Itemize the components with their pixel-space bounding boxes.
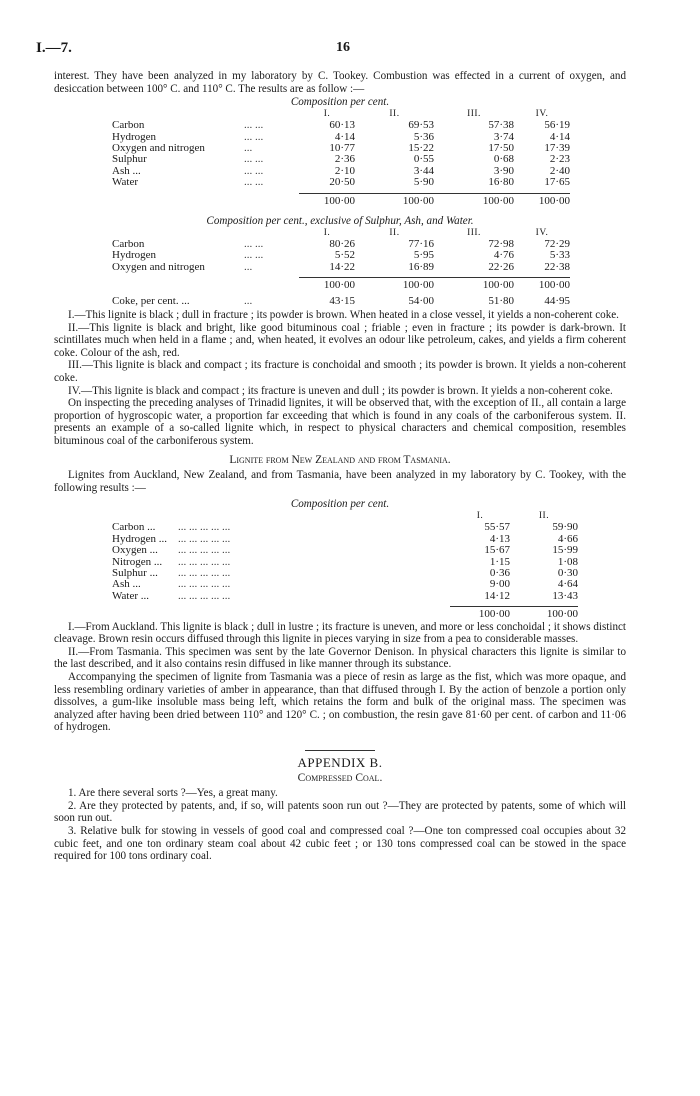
table3-row-label: Ash ... <box>112 578 141 591</box>
table3-total: 100·00 <box>450 607 510 621</box>
table1-row-label: Sulphur <box>112 153 147 166</box>
table2-cell: 5·95 <box>413 249 434 262</box>
note-lignite-iii: III.—This lignite is black and compact ; its fracture is conchoidal and smooth ; its powder is brown. It yields a non-coherent coke. <box>54 359 626 385</box>
table3-cell: 9·00 <box>489 578 510 591</box>
table3-cell: 15·67 <box>484 544 510 557</box>
table2-row-label: Hydrogen <box>112 249 156 262</box>
table1-cell: 0·68 <box>493 153 514 166</box>
resin-paragraph: Accompanying the specimen of lignite from Tasmania was a piece of resin as large as the fist, which was more opaque, and less resembling ordinary varieties of amber in appearance, than that diffused through I. By the action of benzole a portion only dissolves, a gum-like insoluble mass being left, which retains the form and bulk of the original mass. The specimen was analyzed after having been dried between 110° and 120° C. ; on combustion, the resin gave 81·60 per cent. of carbon and 11·06 of hydrogen. <box>54 671 626 734</box>
table2-total: 100·00 <box>514 278 570 292</box>
table3-cell: 55·57 <box>484 521 510 534</box>
table3-cell: 4·66 <box>557 532 578 545</box>
lignite-notes <box>54 309 626 448</box>
table2-caption: Composition per cent., exclusive of Sulphur, Ash, and Water. <box>206 215 474 228</box>
coke-value: 44·95 <box>544 294 570 307</box>
table1-cell: 2·40 <box>549 164 570 177</box>
table1-total: 100·00 <box>434 193 514 207</box>
table1-col-header: IV. <box>535 108 549 119</box>
table1-row-dots: ... <box>244 142 253 154</box>
table-row <box>112 591 578 602</box>
table2-cell: 22·26 <box>488 260 514 273</box>
table3-cell: 0·36 <box>489 567 510 579</box>
table3-cell: 15·99 <box>552 544 578 557</box>
table3-row-dots: ... ... ... ... ... <box>178 578 231 591</box>
table1-row-label: Ash ... <box>112 164 141 177</box>
table3-row-label: Nitrogen ... <box>112 555 163 568</box>
section-heading: Lignite from New Zealand and from Tasmania. <box>229 453 451 466</box>
table2-cell: 72·29 <box>544 238 570 251</box>
table1-total: 100·00 <box>514 193 570 207</box>
table1-cell: 4·14 <box>549 130 570 143</box>
table3-row-dots: ... ... ... ... ... <box>178 555 231 568</box>
note-lignite-iv: IV.—This lignite is black and compact ; its fracture is uneven and dull ; its powder is brown. It yields a non-coherent coke. <box>68 384 613 397</box>
table2-col-header: I. <box>323 227 331 238</box>
appendix-item: 3. Relative bulk for stowing in vessels of good coal and compressed coal ?—One ton compressed coal occupies about 32 cubic feet, and one ton ordinary steam coal about 42 cubic feet ; or 130 tons compressed coal can be stowed in the space required for 100 tons ordinary coal. <box>54 824 626 863</box>
document-reference: I.—7. <box>36 40 72 56</box>
table1-cell: 15·22 <box>408 142 434 154</box>
table1-cell: 2·10 <box>334 164 355 177</box>
table1-cell: 69·53 <box>408 119 434 132</box>
table2-total: 100·00 <box>434 278 514 292</box>
table3-totals-row <box>112 607 578 621</box>
table1-cell: 56·19 <box>544 119 570 132</box>
table1-total: 100·00 <box>355 193 434 207</box>
table3-caption: Composition per cent. <box>290 498 390 511</box>
table3-row-dots: ... ... ... ... ... <box>178 589 231 602</box>
table3-row-dots: ... ... ... ... ... <box>178 567 231 579</box>
appendix-title: APPENDIX B. <box>297 754 383 770</box>
table3-row-dots: ... ... ... ... ... <box>178 521 231 534</box>
table3-row-label: Hydrogen ... <box>112 532 167 545</box>
table3-col-header: I. <box>476 510 484 521</box>
table3-composition <box>112 511 578 621</box>
table3-cell: 59·90 <box>552 521 578 534</box>
table2-row-dots: ... <box>244 260 253 273</box>
table2-row-label: Oxygen and nitrogen <box>112 260 205 273</box>
table1-cell: 5·90 <box>413 176 434 189</box>
table3-total: 100·00 <box>510 607 578 621</box>
table1-col-header: III. <box>467 108 481 119</box>
table3-row-label: Oxygen ... <box>112 544 158 557</box>
page-body <box>54 70 626 863</box>
inspection-paragraph: On inspecting the preceding analyses of Trinadid lignites, it will be observed that, with the exception of II., all contain a large proportion of hygroscopic water, a proportion far exceeding that which is found in any coals of the carboniferous system. II. presents an example of a so-called lignite which, in respect to physical characters and chemical composition, resembles bituminous coal of the carboniferous system. <box>54 397 626 447</box>
appendix-item: 1. Are there several sorts ?—Yes, a great many. <box>68 787 278 800</box>
table1-caption: Composition per cent. <box>290 96 390 109</box>
table1-row-label: Water <box>112 176 138 189</box>
table2-totals-row <box>112 278 570 292</box>
intro-paragraph: interest. They have been analyzed in my laboratory by C. Tookey. Combustion was effected in a current of oxygen, and desiccation between 100° C. and 110° C. The results are as follow :— <box>54 70 626 95</box>
table2-cell: 80·26 <box>329 238 355 251</box>
coke-value: 54·00 <box>408 294 434 307</box>
table1-cell: 5·36 <box>413 130 434 143</box>
table2-total: 100·00 <box>355 278 434 292</box>
table1-row-label: Hydrogen <box>112 130 156 143</box>
table1-cell: 10·77 <box>329 142 355 154</box>
note-auckland: I.—From Auckland. This lignite is black ; dull in lustre ; its fracture is uneven, and more or less conchoidal ; it shows distinct cleavage. Brown resin occurs diffused through this lignite in pieces varying in size from a pea to considerable masses. <box>54 620 626 646</box>
table1-row-label: Oxygen and nitrogen <box>112 142 205 154</box>
table1-col-header: II. <box>389 108 400 119</box>
table3-cell: 14·12 <box>484 589 510 602</box>
page-number: 16 <box>336 40 350 55</box>
table2-cell: 4·76 <box>493 249 514 262</box>
table3-row-label: Carbon ... <box>112 521 156 534</box>
coke-label: Coke, per cent. ... <box>112 294 190 307</box>
table2-cell: 72·98 <box>488 238 514 251</box>
note-tasmania: II.—From Tasmania. This specimen was sent by the late Governor Denison. In physical characters this lignite is similar to the last described, and it also contains resin diffused in like manner through its substance. <box>54 645 626 671</box>
table-row <box>112 545 578 556</box>
table-row <box>112 177 570 188</box>
table1-totals-row <box>112 193 570 207</box>
page-header <box>36 40 664 60</box>
table1-cell: 17·39 <box>544 142 570 154</box>
appendix-item: 2. Are they protected by patents, and, if so, will patents soon run out ?—They are protected by patents, some of which will soon run out. <box>54 799 626 825</box>
table1-cell: 3·44 <box>413 164 434 177</box>
table-row <box>112 262 570 273</box>
coke-row <box>112 296 570 307</box>
coke-value: 51·80 <box>488 294 514 307</box>
table1-cell: 2·23 <box>549 153 570 166</box>
table1-cell: 20·50 <box>329 176 355 189</box>
table1-cell: 3·74 <box>493 130 514 143</box>
coke-dots: ... <box>244 294 253 307</box>
table1-cell: 17·50 <box>488 142 514 154</box>
table3-row-dots: ... ... ... ... ... <box>178 532 231 545</box>
note-lignite-i: I.—This lignite is black ; dull in fracture ; its powder is brown. When heated in a close vessel, it yields a non-coherent coke. <box>68 309 619 322</box>
table3-cell: 1·08 <box>557 555 578 568</box>
table1-cell: 3·90 <box>493 164 514 177</box>
table3-cell: 4·64 <box>557 578 578 591</box>
table3-row-label: Water ... <box>112 589 149 602</box>
table2-col-header: II. <box>389 227 400 238</box>
table3-cell: 4·13 <box>489 532 510 545</box>
table2-col-header: III. <box>467 227 481 238</box>
table1-row-dots: ... ... <box>244 164 264 177</box>
table2-total: 100·00 <box>299 278 355 292</box>
table3-col-header: II. <box>538 510 550 521</box>
table1-cell: 0·55 <box>413 153 434 166</box>
table1-cell: 60·13 <box>329 119 355 132</box>
table2-row-label: Carbon <box>112 238 145 251</box>
table1-col-header: I. <box>323 108 331 119</box>
table1-row-dots: ... ... <box>244 130 264 143</box>
appendix-subtitle: Compressed Coal. <box>297 771 383 784</box>
table2-col-header: IV. <box>535 227 549 238</box>
table1-row-dots: ... ... <box>244 176 264 189</box>
table1-cell: 2·36 <box>334 153 355 166</box>
table2-cell: 77·16 <box>408 238 434 251</box>
table2-cell: 16·89 <box>408 260 434 273</box>
table1-composition <box>112 109 570 207</box>
table1-row-label: Carbon <box>112 119 145 132</box>
table1-cell: 17·65 <box>544 176 570 189</box>
table2-cell: 14·22 <box>329 260 355 273</box>
table2-cell: 22·38 <box>544 260 570 273</box>
table1-total: 100·00 <box>299 193 355 207</box>
table2-row-dots: ... ... <box>244 249 264 262</box>
table3-cell: 1·15 <box>489 555 510 568</box>
table3-row-dots: ... ... ... ... ... <box>178 544 231 557</box>
auckland-tasmania-notes <box>54 621 626 734</box>
appendix-items <box>54 787 626 863</box>
table1-cell: 16·80 <box>488 176 514 189</box>
table2-row-dots: ... ... <box>244 238 264 251</box>
table1-row-dots: ... ... <box>244 153 264 166</box>
note-lignite-ii: II.—This lignite is black and bright, like good bituminous coal ; friable ; even in fracture ; its powder is dark-brown. It scintillates much when held in a flame ; and, when heated, it evolves an odour like petroleum, cakes, and yields a firm coherent coke. Colour of the ash, red. <box>54 321 626 359</box>
table1-cell: 57·38 <box>488 119 514 132</box>
table2-cell: 5·52 <box>334 249 355 262</box>
section-divider <box>305 750 375 751</box>
coke-value: 43·15 <box>329 294 355 307</box>
table1-cell: 4·14 <box>334 130 355 143</box>
table3-row-label: Sulphur ... <box>112 567 158 579</box>
table2-composition <box>112 228 570 307</box>
section-intro: Lignites from Auckland, New Zealand, and from Tasmania, have been analyzed in my laboratory by C. Tookey, with the following results :— <box>54 469 626 494</box>
table3-cell: 13·43 <box>552 589 578 602</box>
table3-cell: 0·30 <box>557 567 578 579</box>
table1-row-dots: ... ... <box>244 119 264 132</box>
table2-cell: 5·33 <box>549 249 570 262</box>
table-row <box>112 120 570 131</box>
